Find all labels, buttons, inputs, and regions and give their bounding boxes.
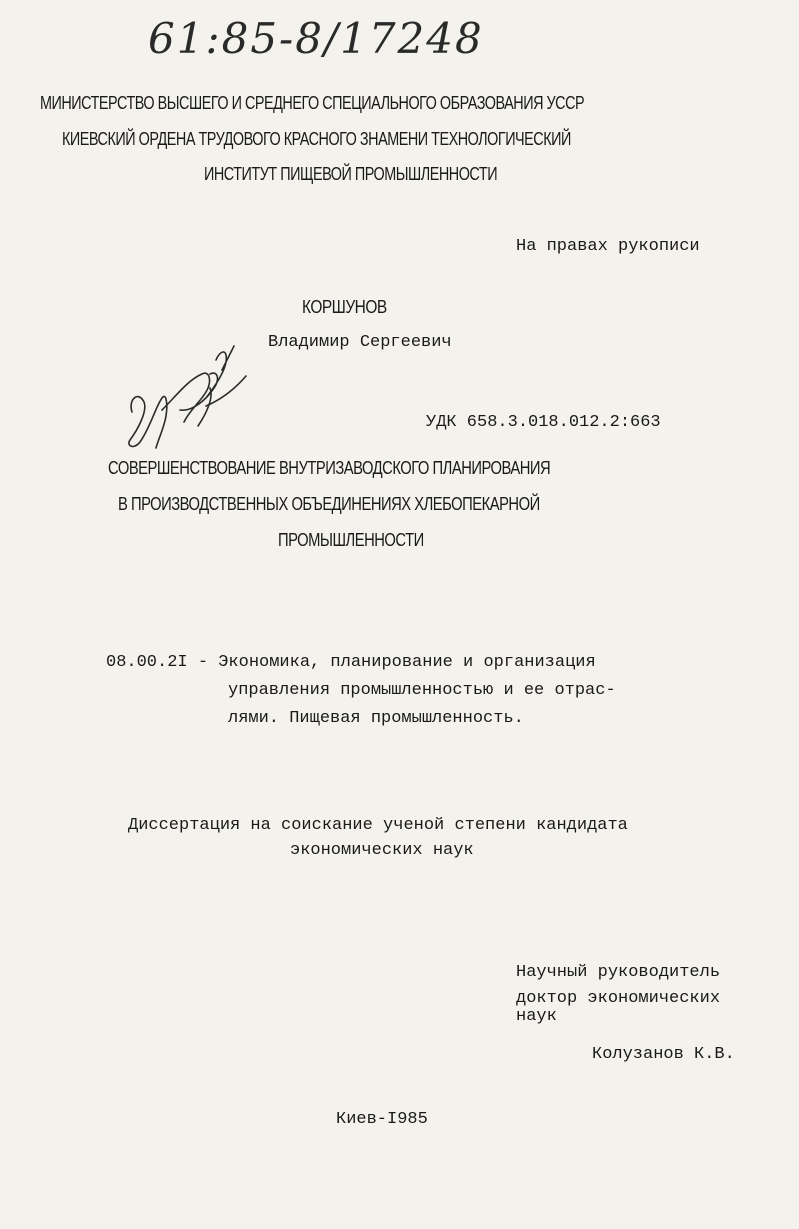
udk-code: УДК 658.3.018.012.2:663 [426, 413, 661, 432]
header-line-2: КИЕВСКИЙ ОРДЕНА ТРУДОВОГО КРАСНОГО ЗНАМЕНИ ТЕХНОЛОГИЧЕСКИЙ [62, 129, 571, 149]
title-line-2: В ПРОИЗВОДСТВЕННЫХ ОБЪЕДИНЕНИЯХ ХЛЕБОПЕКАРНОЙ [118, 494, 540, 514]
title-line-1: СОВЕРШЕНСТВОВАНИЕ ВНУТРИЗАВОДСКОГО ПЛАНИРОВАНИЯ [108, 458, 551, 478]
advisor-degree-1: доктор экономических [516, 989, 721, 1008]
dissertation-line-2: экономических наук [290, 841, 474, 860]
advisor-degree-2: наук [516, 1007, 557, 1026]
specialty-line-3: лями. Пищевая промышленность. [228, 709, 524, 728]
dissertation-line-1: Диссертация на соискание ученой степени кандидата [128, 816, 628, 835]
header-line-1: МИНИСТЕРСТВО ВЫСШЕГО И СРЕДНЕГО СПЕЦИАЛЬНОГО ОБРАЗОВАНИЯ УССР [40, 93, 585, 113]
header-line-3: ИНСТИТУТ ПИЩЕВОЙ ПРОМЫШЛЕННОСТИ [204, 164, 498, 184]
place-year: Киев-I985 [336, 1110, 428, 1129]
advisor-name: Колузанов К.В. [592, 1045, 735, 1064]
manuscript-rights: На правах рукописи [516, 237, 700, 256]
author-name: Владимир Сергеевич [268, 333, 452, 352]
archive-number: 61:85-8/17248 [148, 14, 484, 63]
specialty-line-2: управления промышленностью и ее отрас- [228, 681, 616, 700]
author-surname: КОРШУНОВ [302, 297, 387, 317]
title-line-3: ПРОМЫШЛЕННОСТИ [278, 530, 424, 550]
advisor-role: Научный руководитель [516, 963, 721, 982]
handwritten-signature [110, 340, 260, 470]
specialty-line-1: 08.00.2I - Экономика, планирование и организация [106, 653, 596, 672]
